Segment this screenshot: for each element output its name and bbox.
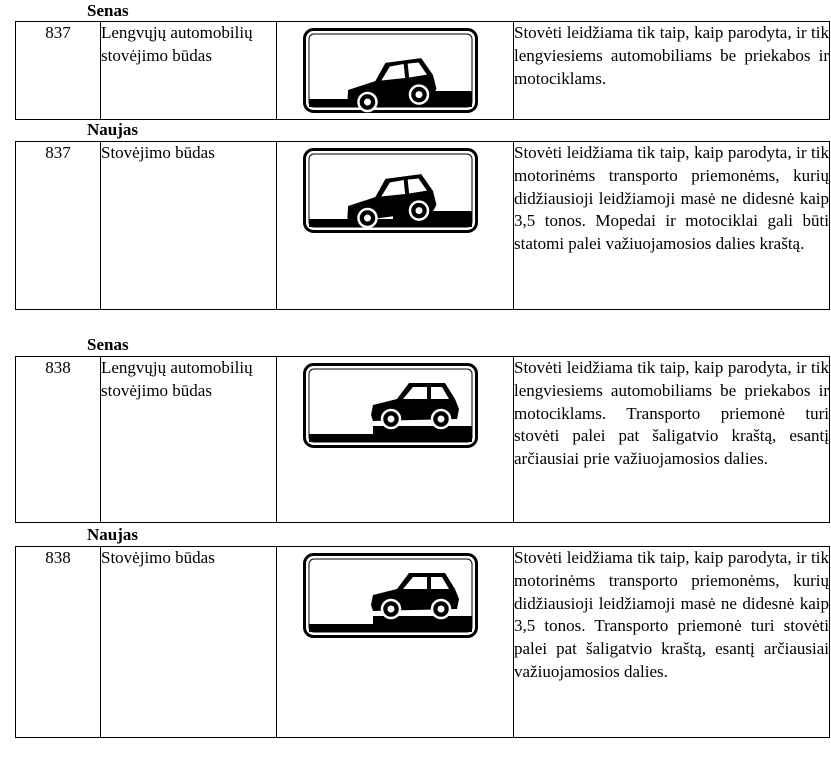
parking-next-to-curb-sign-icon [303, 363, 478, 448]
sign-description: Stovėti leidžiama tik taip, kaip parodyta, ir tik lengviesiems automobiliams be priekabos ir motociklams. [514, 22, 830, 120]
sign-description: Stovėti leidžiama tik taip, kaip parodyta, ir tik motorinėms transporto priemonėms, kurių didžiausioji leidžiamoji masė ne didesnė kaip 3,5 tonos. Mopedai ir motociklai gali būti statomi palei važiuojamosios dalies kraštą. [514, 142, 830, 310]
sign-cell [277, 357, 514, 523]
parking-on-sidewalk-sign-icon [303, 28, 478, 113]
sign-cell [277, 22, 514, 120]
sign-description: Stovėti leidžiama tik taip, kaip parodyta, ir tik motorinėms transporto priemonėms, kurių didžiausioji leidžiamoji masė ne didesnė kaip 3,5 tonos. Transporto priemonė turi stovėti palei pat šaligatvio kraštą, esantį arčiausiai važiuojamosios dalies. [514, 547, 830, 738]
section-heading: Naujas [87, 525, 139, 544]
sign-name: Lengvųjų automobilių stovėjimo būdas [101, 22, 277, 120]
sign-cell [277, 547, 514, 738]
section-heading: Senas [87, 335, 129, 354]
sign-cell [277, 142, 514, 310]
section-heading: Senas [87, 1, 129, 20]
sign-table-row [15, 356, 830, 523]
sign-description: Stovėti leidžiama tik taip, kaip parodyta, ir tik lengviesiems automobiliams be priekabos ir motociklams. Transporto priemonė turi stovėti palei pat šaligatvio kraštą, esantį arčiausiai prie važiuojamosios dalies. [514, 357, 830, 523]
sign-number: 838 [16, 357, 101, 523]
sign-number: 837 [16, 22, 101, 120]
section-heading: Naujas [87, 120, 139, 139]
parking-on-sidewalk-sign-icon [303, 148, 478, 233]
parking-next-to-curb-sign-icon [303, 553, 478, 638]
sign-table-row [15, 21, 830, 120]
sign-table-row [15, 141, 830, 310]
sign-number: 837 [16, 142, 101, 310]
sign-name: Stovėjimo būdas [101, 142, 277, 310]
sign-table-row [15, 546, 830, 738]
sign-name: Stovėjimo būdas [101, 547, 277, 738]
sign-name: Lengvųjų automobilių stovėjimo būdas [101, 357, 277, 523]
sign-number: 838 [16, 547, 101, 738]
